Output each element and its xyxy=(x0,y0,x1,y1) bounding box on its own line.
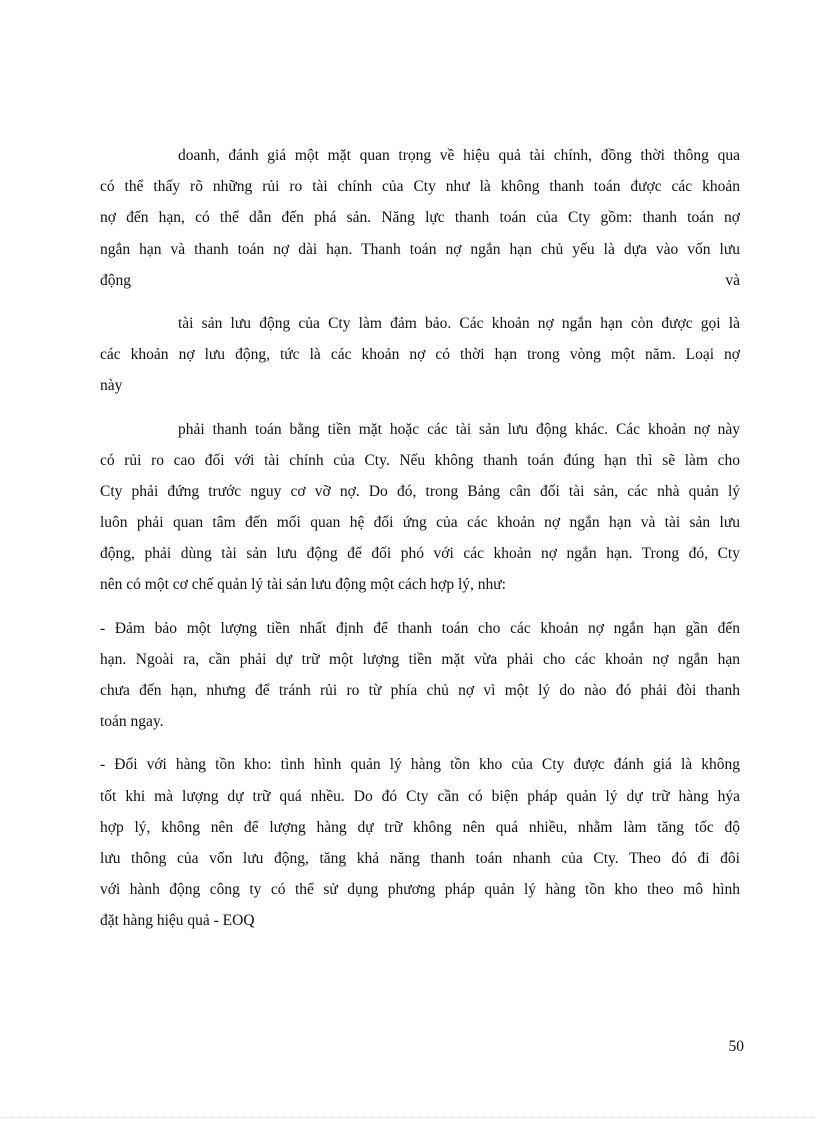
paragraph-line: phải thanh toán bằng tiền mặt hoặc các tài sản lưu động khác. Các khoản nợ này xyxy=(178,420,740,438)
paragraph-line: này xyxy=(100,377,123,395)
paragraph-1 xyxy=(100,140,740,296)
paragraph-line: có thể thấy rõ những rủi ro tài chính của Cty như là không thanh toán được các khoản xyxy=(100,178,740,196)
paragraph-3 xyxy=(100,414,740,601)
paragraph-gap xyxy=(100,601,740,613)
paragraph-line: toán ngay. xyxy=(100,713,164,731)
paragraph-line: luôn phải quan tâm đến mối quan hệ đối ứng của các khoản nợ ngắn hạn và tài sản lưu xyxy=(100,514,740,532)
document-body xyxy=(100,140,740,937)
paragraph-line: hợp lý, không nên để lượng hàng dự trữ không nên quá nhiều, nhằm làm tăng tốc độ xyxy=(100,818,740,836)
paragraph-line: lưu thông của vốn lưu động, tăng khả năng thanh toán nhanh của Cty. Theo đó đi đôi xyxy=(100,849,740,867)
paragraph-4 xyxy=(100,613,740,738)
page-bottom-divider xyxy=(0,1117,816,1118)
paragraph-line: - Đối với hàng tồn kho: tình hình quản lý hàng tồn kho của Cty được đánh giá là không xyxy=(100,756,740,774)
paragraph-line: tốt khi mà lượng dự trữ quá nhều. Do đó Cty cần có biện pháp quản lý dự trữ hàng hýa xyxy=(100,787,740,805)
paragraph-gap xyxy=(100,296,740,308)
paragraph-line: có rủi ro cao đối với tài chính của Cty. Nếu không thanh toán đúng hạn thì sẽ làm cho xyxy=(100,451,740,469)
paragraph-gap xyxy=(100,402,740,414)
page-number: 50 xyxy=(728,1038,744,1055)
paragraph-gap xyxy=(100,737,740,749)
paragraph-line: động, phải dùng tài sản lưu động để đối phó với các khoản nợ ngắn hạn. Trong đó, Cty xyxy=(100,545,740,563)
paragraph-line: nên có một cơ chế quản lý tài sản lưu động một cách hợp lý, như: xyxy=(100,576,506,594)
paragraph-line: hạn. Ngoài ra, cần phải dự trữ một lượng tiền mặt vừa phải cho các khoản nợ ngắn hạn xyxy=(100,650,740,668)
paragraph-line: các khoản nợ lưu động, tức là các khoản nợ có thời hạn trong vòng một năm. Loại nợ xyxy=(100,346,740,364)
paragraph-line-justified-split: động và xyxy=(100,271,740,289)
paragraph-line: nợ đến hạn, có thể dẫn đến phá sản. Năng lực thanh toán của Cty gồm: thanh toán nợ xyxy=(100,209,740,227)
paragraph-line: với hành động công ty có thể sử dụng phương pháp quản lý hàng tồn kho theo mô hình xyxy=(100,881,740,899)
paragraph-line: - Đảm bảo một lượng tiền nhất định để thanh toán cho các khoản nợ ngắn hạn gần đến xyxy=(100,619,740,637)
paragraph-line: chưa đến hạn, nhưng để tránh rủi ro từ phía chủ nợ vì một lý do nào đó phải đòi thanh xyxy=(100,682,740,699)
paragraph-line: ngắn hạn và thanh toán nợ dài hạn. Thanh toán nợ ngắn hạn chủ yếu là dựa vào vốn lưu xyxy=(100,240,740,258)
paragraph-2 xyxy=(100,308,740,402)
paragraph-5 xyxy=(100,749,740,936)
paragraph-line: doanh, đánh giá một mặt quan trọng về hiệu quả tài chính, đồng thời thông qua xyxy=(178,147,740,164)
paragraph-line: tài sản lưu động của Cty làm đảm bảo. Các khoản nợ ngắn hạn còn được gọi là xyxy=(178,314,740,332)
paragraph-line: Cty phải đứng trước nguy cơ vỡ nợ. Do đó, trong Bảng cân đối tài sản, các nhà quản lý xyxy=(100,482,740,500)
paragraph-line: đặt hàng hiệu quả - EOQ xyxy=(100,912,255,930)
